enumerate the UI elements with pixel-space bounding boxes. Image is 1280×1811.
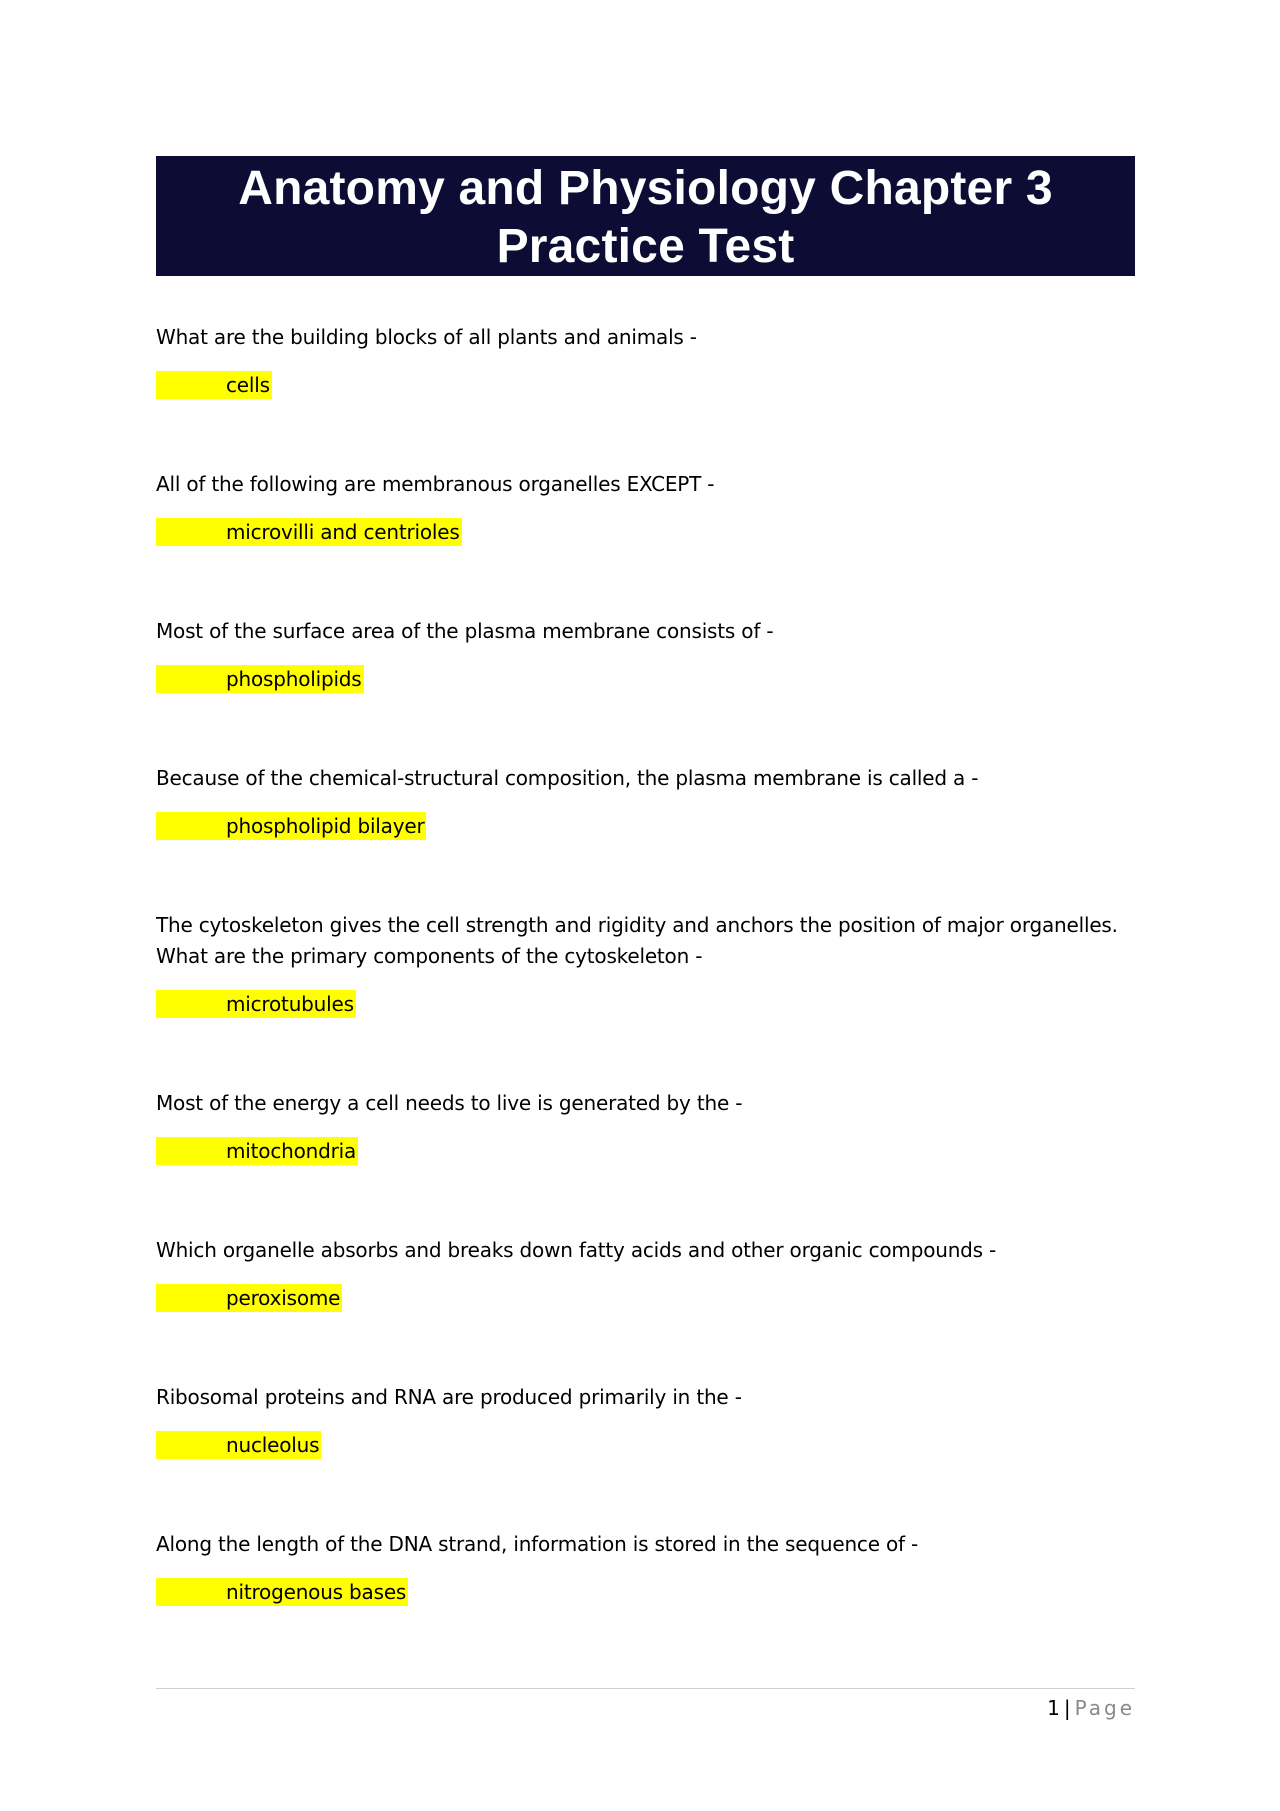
qa-item: [156, 763, 1135, 840]
qa-item: [156, 616, 1135, 693]
qa-item: [156, 1088, 1135, 1165]
qa-item: [156, 1529, 1135, 1606]
question-text: What are the building blocks of all plants and animals -: [156, 325, 697, 349]
question-text: All of the following are membranous organelles EXCEPT -: [156, 472, 715, 496]
page-title-line-1: Anatomy and Physiology Chapter 3: [238, 162, 1053, 215]
page-number: [1047, 1694, 1135, 1722]
page-word: Page: [1074, 1696, 1135, 1720]
page-title-line-2: Practice Test: [496, 220, 795, 273]
footer-divider: [156, 1688, 1135, 1689]
answer-highlight: mitochondria: [156, 1137, 358, 1165]
question-text: Most of the surface area of the plasma membrane consists of -: [156, 619, 774, 643]
page-number-separator: |: [1063, 1696, 1071, 1720]
answer-highlight: peroxisome: [156, 1284, 342, 1312]
qa-item: [156, 910, 1135, 1018]
question-text: Ribosomal proteins and RNA are produced primarily in the -: [156, 1385, 742, 1409]
question-text: Which organelle absorbs and breaks down fatty acids and other organic compounds -: [156, 1238, 997, 1262]
question-text: Along the length of the DNA strand, information is stored in the sequence of -: [156, 1532, 919, 1556]
answer-highlight: microtubules: [156, 990, 356, 1018]
qa-item: [156, 322, 1135, 399]
answer-highlight: microvilli and centrioles: [156, 518, 462, 546]
answer-highlight: phospholipid bilayer: [156, 812, 426, 840]
qa-item: [156, 1235, 1135, 1312]
qa-item: [156, 469, 1135, 546]
answer-highlight: phospholipids: [156, 665, 364, 693]
page-number-value: 1: [1047, 1696, 1060, 1720]
question-text: Because of the chemical-structural composition, the plasma membrane is called a -: [156, 766, 979, 790]
qa-item: [156, 1382, 1135, 1459]
title-banner: [156, 156, 1135, 276]
question-text: Most of the energy a cell needs to live is generated by the -: [156, 1091, 743, 1115]
question-text: The cytoskeleton gives the cell strength and rigidity and anchors the position of major organelles. What are the primary components of the cytoskeleton -: [156, 913, 1118, 968]
answer-highlight: cells: [156, 371, 272, 399]
answer-highlight: nitrogenous bases: [156, 1578, 408, 1606]
answer-highlight: nucleolus: [156, 1431, 321, 1459]
question-list: [156, 322, 1135, 1676]
